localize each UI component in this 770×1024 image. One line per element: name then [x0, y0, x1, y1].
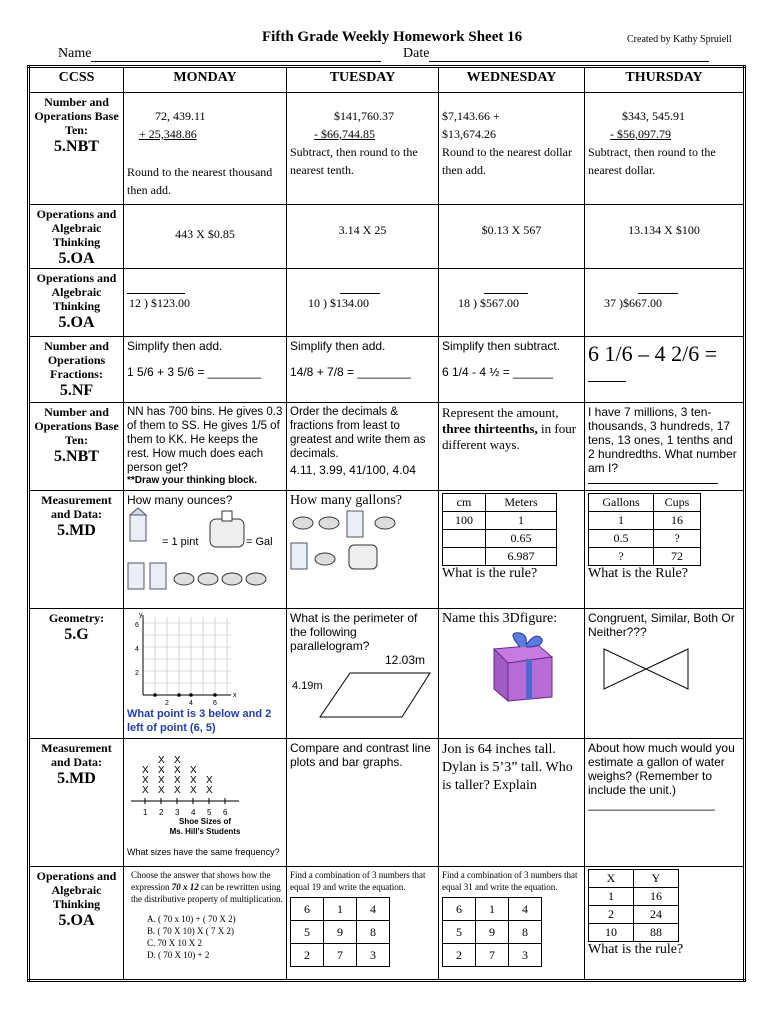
monday-cell[interactable]: 1 X X X 2 X X X X 3 X X X X 4 X X X 5 X X 6 Shoe Sizes of Ms. Hill's Students What sizes have the same frequency? [124, 739, 287, 867]
standard-cell: Number and Operations Base Ten: 5.NBT [29, 403, 124, 491]
axis-tick-label: 2 [159, 808, 164, 817]
svg-text:y: y [139, 612, 143, 619]
tuesday-cell[interactable]: How many gallons? [287, 491, 439, 609]
teacup-icon [246, 573, 266, 585]
milk-carton-icon [150, 563, 166, 589]
svg-text:6: 6 [213, 700, 217, 707]
tuesday-cell[interactable]: 3.14 X 25 [287, 205, 439, 269]
row-oa-1 [29, 205, 745, 269]
axis-tick-label: 5 [207, 808, 212, 817]
wednesday-cell[interactable]: $0.13 X 567 [439, 205, 585, 269]
wednesday-cell[interactable]: $7,143.66 + $13,674.26 Round to the nearest dollar then add. [439, 93, 585, 205]
monday-cell[interactable]: 72, 439.11 + 25,348.86 Round to the nearest thousand then add. [124, 93, 287, 205]
svg-text:= Gal: = Gal [246, 536, 273, 548]
plot-x-mark: X [206, 785, 213, 796]
monday-cell[interactable]: 443 X $0.85 [124, 205, 287, 269]
monday-cell[interactable]: Choose the answer that shows how the expression 70 x 12 can be rewritten using the distributive property of multiplication. A. ( 70 x 10) + ( 70 X 2) B. ( 70 X 10) X ( 7 X 2) C. 70 X 10 X 2 D. ( 70 X 10) + 2 [124, 867, 287, 981]
teacup-icon [222, 573, 242, 585]
gallons-cups-table: Gallons Cups 1 16 0.5 ? ? 72 [588, 493, 701, 566]
wednesday-cell[interactable]: Simplify then subtract. 6 1/4 - 4 ½ = ______ [439, 337, 585, 403]
teacup-icon [315, 553, 335, 565]
row-md-1 [29, 491, 745, 609]
row-oa-3 [29, 867, 745, 981]
xy-table: X Y 1 16 2 24 10 88 [588, 869, 679, 942]
weight-icon [210, 511, 244, 547]
number-grid: 6 1 4 5 9 8 2 7 3 [290, 897, 390, 967]
svg-text:2: 2 [135, 670, 139, 677]
sheet-title: Fifth Grade Weekly Homework Sheet 16 [262, 29, 523, 45]
axis-tick-label: 6 [223, 808, 228, 817]
date-field[interactable] [403, 46, 709, 62]
plot-x-mark: X [142, 765, 149, 776]
standard-cell: Geometry: 5.G [29, 609, 124, 739]
axis-tick-label: 4 [191, 808, 196, 817]
milk-carton-icon [291, 543, 307, 569]
plot-x-mark: X [174, 755, 181, 766]
col-thursday: THURSDAY [585, 67, 745, 93]
date-label: Date [403, 46, 430, 61]
coordinate-grid [127, 611, 247, 707]
milk-carton-icon [347, 511, 363, 537]
gift-box-icon [442, 627, 582, 707]
svg-text:6: 6 [135, 622, 139, 629]
thursday-cell[interactable]: Congruent, Similar, Both Or Neither??? [585, 609, 745, 739]
teacup-icon [319, 517, 339, 529]
number-grid: 6 1 4 5 9 8 2 7 3 [442, 897, 542, 967]
tuesday-cell[interactable]: $141,760.37 - $66,744.85 Subtract, then round to the nearest tenth. [287, 93, 439, 205]
plot-x-mark: X [142, 775, 149, 786]
tuesday-cell[interactable]: Order the decimals & fractions from least to greatest and write them as decimals. 4.11, 3.99, 41/100, 4.04 [287, 403, 439, 491]
col-tuesday: TUESDAY [287, 67, 439, 93]
plot-x-mark: X [190, 765, 197, 776]
axis-tick-label: 3 [175, 808, 180, 817]
thursday-cell[interactable]: I have 7 millions, 3 ten-thousands, 3 hundreds, 17 tens, 13 ones, 1 tenths and 2 hundredths. What number am I? [585, 403, 745, 491]
tuesday-cell[interactable]: Compare and contrast line plots and bar graphs. [287, 739, 439, 867]
cups-drawing [289, 509, 429, 589]
row-nbt-1 [29, 93, 745, 205]
thursday-cell[interactable]: 6 1/6 – 4 2/6 = [585, 337, 745, 403]
standard-cell: Operations and Algebraic Thinking 5.OA [29, 205, 124, 269]
homework-table [27, 65, 746, 982]
col-ccss: CCSS [29, 67, 124, 93]
svg-text:2: 2 [165, 700, 169, 707]
svg-text:4: 4 [135, 646, 139, 653]
thursday-cell[interactable]: 13.134 X $100 [585, 205, 745, 269]
teacup-icon [174, 573, 194, 585]
wednesday-cell[interactable]: cm Meters 100 1 0.65 6.987 What is the rule? [439, 491, 585, 609]
header-row [29, 67, 745, 93]
monday-cell[interactable]: How many ounces? = 1 pint = Gal [124, 491, 287, 609]
col-wednesday: WEDNESDAY [439, 67, 585, 93]
svg-text:4.19m: 4.19m [292, 680, 323, 692]
plot-x-mark: X [190, 775, 197, 786]
standard-cell: Number and Operations Fractions: 5.NF [29, 337, 124, 403]
wednesday-cell[interactable]: Jon is 64 inches tall. Dylan is 5’3” tall. Who is taller? Explain [439, 739, 585, 867]
bowtie-shape [588, 639, 708, 699]
name-field[interactable] [58, 46, 381, 62]
weight-icon [349, 545, 377, 569]
thursday-cell[interactable]: 37 )$667.00 [585, 269, 745, 337]
teacup-icon [293, 517, 313, 529]
monday-cell[interactable]: Simplify then add. 1 5/6 + 3 5/6 = ________ [124, 337, 287, 403]
wednesday-cell[interactable]: Find a combination of 3 numbers that equal 31 and write the equation. 6 1 4 5 9 8 2 7 3 [439, 867, 585, 981]
plot-x-mark: X [158, 755, 165, 766]
plot-x-mark: X [206, 775, 213, 786]
cm-meters-table: cm Meters 100 1 0.65 6.987 [442, 493, 557, 566]
plot-x-mark: X [190, 785, 197, 796]
svg-text:x: x [233, 692, 237, 699]
wednesday-cell[interactable]: Name this 3Dfigure: [439, 609, 585, 739]
thursday-cell[interactable]: Gallons Cups 1 16 0.5 ? ? 72 What is the Rule? [585, 491, 745, 609]
standard-cell: Operations and Algebraic Thinking 5.OA [29, 269, 124, 337]
row-geometry [29, 609, 745, 739]
monday-cell[interactable]: 12 ) $123.00 [124, 269, 287, 337]
monday-cell[interactable]: y x 6 4 2 2 4 6 What point is 3 below and 2 left of point (6, 5) [124, 609, 287, 739]
parallelogram-shape [290, 667, 434, 721]
standard-cell: Measurement and Data: 5.MD [29, 491, 124, 609]
plot-x-mark: X [158, 785, 165, 796]
plot-x-mark: X [158, 775, 165, 786]
tuesday-cell[interactable]: What is the perimeter of the following parallelogram? 12.03m 4.19m [287, 609, 439, 739]
milk-carton-icon [128, 563, 144, 589]
svg-text:4: 4 [189, 700, 193, 707]
row-oa-2 [29, 269, 745, 337]
standard-cell: Number and Operations Base Ten: 5.NBT [29, 93, 124, 205]
plot-x-mark: X [158, 765, 165, 776]
thursday-cell[interactable]: $343, 545.91 - $56,097.79 Subtract, then round to the nearest dollar. [585, 93, 745, 205]
plot-x-mark: X [174, 785, 181, 796]
teacup-icon [375, 517, 395, 529]
monday-cell[interactable]: NN has 700 bins. He gives 0.3 of them to SS. He gives 1/5 of them to KK. He keeps the rest. How much does each person get? **Draw your thinking block. [124, 403, 287, 491]
tuesday-cell[interactable]: Find a combination of 3 numbers that equal 19 and write the equation. 6 1 4 5 9 8 2 7 3 [287, 867, 439, 981]
name-label: Name [58, 46, 92, 61]
standard-cell: Measurement and Data: 5.MD [29, 739, 124, 867]
row-nbt-2 [29, 403, 745, 491]
svg-text:= 1 pint: = 1 pint [162, 536, 199, 548]
axis-tick-label: 1 [143, 808, 148, 817]
thursday-cell[interactable]: About how much would you estimate a gallon of water weighs? (Remember to include the unit.) ___________________ [585, 739, 745, 867]
teacup-icon [198, 573, 218, 585]
milk-carton-icon [130, 508, 146, 541]
plot-x-mark: X [174, 775, 181, 786]
plot-x-mark: X [174, 765, 181, 776]
tuesday-cell[interactable]: 10 ) $134.00 [287, 269, 439, 337]
row-md-2 [29, 739, 745, 867]
wednesday-cell[interactable]: Represent the amount, three thirteenths, in four different ways. [439, 403, 585, 491]
standard-cell: Operations and Algebraic Thinking 5.OA [29, 867, 124, 981]
milk-and-weight-drawing [124, 505, 284, 605]
col-monday: MONDAY [124, 67, 287, 93]
wednesday-cell[interactable]: 18 ) $567.00 [439, 269, 585, 337]
credit: Created by Kathy Spruiell [627, 34, 732, 45]
tuesday-cell[interactable]: Simplify then add. 14/8 + 7/8 = ________ [287, 337, 439, 403]
thursday-cell[interactable]: X Y 1 16 2 24 10 88 What is the rule? [585, 867, 745, 981]
row-nf [29, 337, 745, 403]
plot-x-mark: X [142, 785, 149, 796]
